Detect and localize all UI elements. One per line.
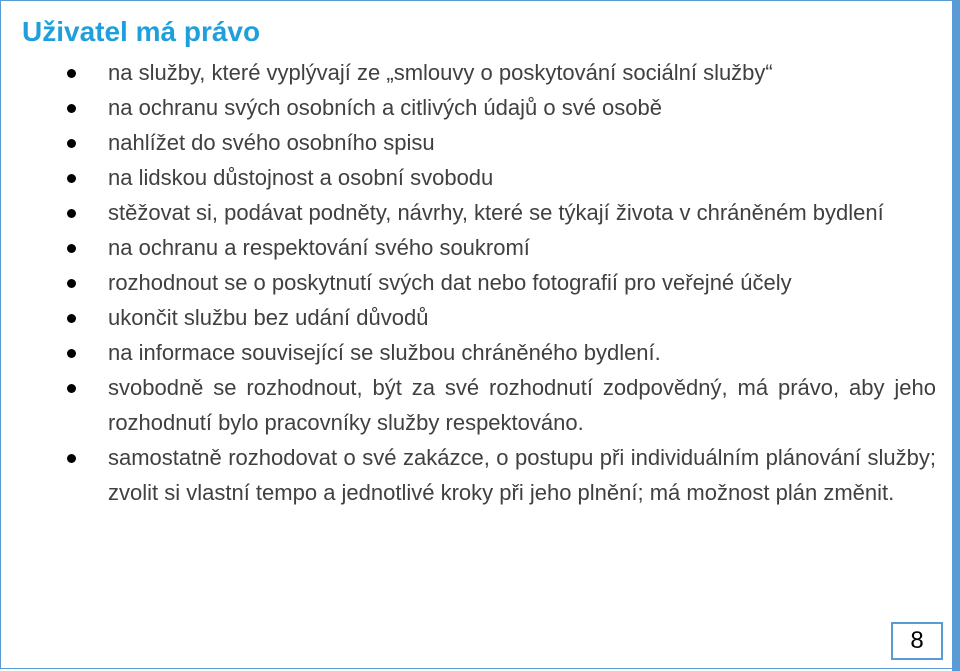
- list-item: [0, 440, 940, 510]
- bullet-icon: [67, 104, 76, 113]
- bullet-icon: [67, 69, 76, 78]
- bullet-icon: [67, 349, 76, 358]
- bullet-icon: [67, 174, 76, 183]
- list-item: [0, 335, 940, 370]
- list-item-text: na ochranu svých osobních a citlivých údajů o své osobě: [108, 95, 662, 120]
- list-item: [0, 230, 940, 265]
- list-item: [0, 125, 940, 160]
- rights-list: [0, 55, 940, 510]
- list-item-text: na informace související se službou chráněného bydlení.: [108, 340, 661, 365]
- page-title: Uživatel má právo: [22, 16, 261, 47]
- list-item: [0, 300, 940, 335]
- bullet-icon: [67, 454, 76, 463]
- list-item-text: svobodně se rozhodnout, být za své rozhodnutí zodpovědný, má právo, aby jeho rozhodnutí bylo pracovníky služby respektováno.: [108, 375, 936, 435]
- list-item: [0, 370, 940, 440]
- list-item-text: na lidskou důstojnost a osobní svobodu: [108, 165, 494, 190]
- bullet-icon: [67, 209, 76, 218]
- list-item: [0, 160, 940, 195]
- list-item-text: na služby, které vyplývají ze „smlouvy o poskytování sociální služby“: [108, 60, 773, 85]
- bullet-icon: [67, 314, 76, 323]
- list-item-text: stěžovat si, podávat podněty, návrhy, které se týkají života v chráněném bydlení: [108, 200, 884, 225]
- bullet-icon: [67, 244, 76, 253]
- list-item: [0, 195, 940, 230]
- bullet-icon: [67, 384, 76, 393]
- list-item-text: samostatně rozhodovat o své zakázce, o postupu při individuálním plánování služby; zvolit si vlastní tempo a jednotlivé kroky při jeho plnění; má možnost plán změnit.: [108, 445, 936, 505]
- slide-right-border: [952, 0, 960, 671]
- bullet-icon: [67, 139, 76, 148]
- page-number: 8: [891, 622, 943, 660]
- list-item: [0, 90, 940, 125]
- list-item-text: na ochranu a respektování svého soukromí: [108, 235, 530, 260]
- list-item-text: rozhodnout se o poskytnutí svých dat nebo fotografií pro veřejné účely: [108, 270, 792, 295]
- list-item-text: ukončit službu bez udání důvodů: [108, 305, 429, 330]
- list-item-text: nahlížet do svého osobního spisu: [108, 130, 435, 155]
- list-item: [0, 55, 940, 90]
- bullet-icon: [67, 279, 76, 288]
- list-item: [0, 265, 940, 300]
